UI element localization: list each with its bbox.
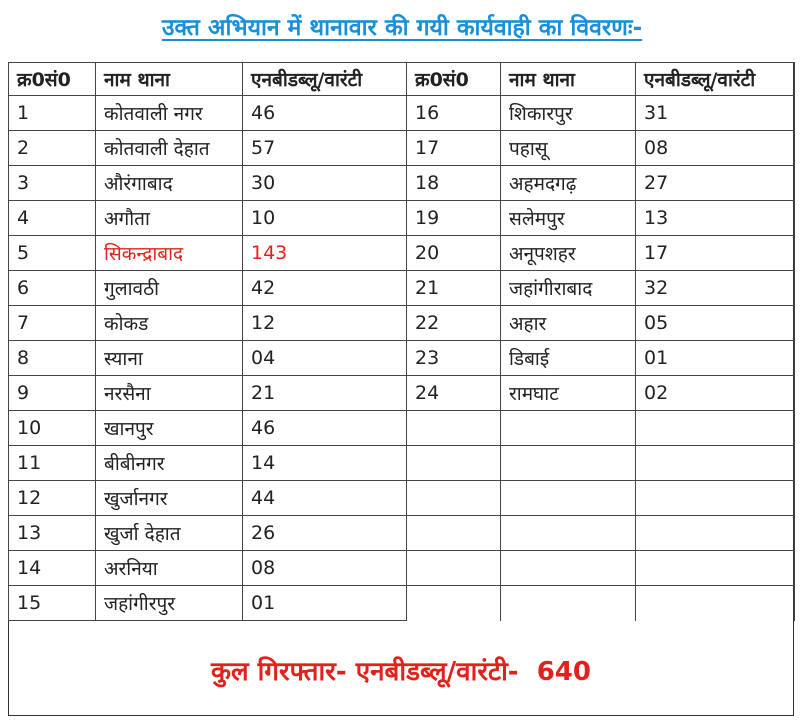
station-name-cell <box>501 551 636 586</box>
serial-cell: 8 <box>9 341 96 376</box>
warrant-count-cell <box>636 586 795 621</box>
station-name-cell: कोतवाली देहात <box>96 131 243 166</box>
warrant-count-cell <box>636 446 795 481</box>
serial-cell: 1 <box>9 96 96 131</box>
total-arrests <box>8 628 794 716</box>
station-name-cell: सिकन्द्राबाद <box>96 236 243 271</box>
warrant-count-cell <box>636 516 795 551</box>
station-name-cell <box>501 411 636 446</box>
serial-cell <box>407 411 501 446</box>
station-name-cell: बीबीनगर <box>96 446 243 481</box>
station-name-cell: खुर्जानगर <box>96 481 243 516</box>
station-name-cell <box>501 446 636 481</box>
serial-cell <box>407 481 501 516</box>
station-name-cell: जहांगीरपुर <box>96 586 243 621</box>
table-row <box>9 236 795 271</box>
serial-cell: 5 <box>9 236 96 271</box>
station-name-cell: खानपुर <box>96 411 243 446</box>
header-warrant-left: एनबीडब्लू/वारंटी <box>243 63 407 96</box>
serial-cell: 4 <box>9 201 96 236</box>
table-row <box>9 166 795 201</box>
station-name-cell: सलेमपुर <box>501 201 636 236</box>
station-name-cell: डिबाई <box>501 341 636 376</box>
warrant-count-cell: 57 <box>243 131 407 166</box>
warrant-count-cell: 31 <box>636 96 795 131</box>
table-row <box>9 481 795 516</box>
station-name-cell: औरंगाबाद <box>96 166 243 201</box>
warrant-count-cell: 01 <box>243 586 407 621</box>
serial-cell: 24 <box>407 376 501 411</box>
station-name-cell: नरसैना <box>96 376 243 411</box>
station-name-cell: अहार <box>501 306 636 341</box>
warrant-count-cell: 44 <box>243 481 407 516</box>
station-name-cell: अहमदगढ़ <box>501 166 636 201</box>
station-name-cell: पहासू <box>501 131 636 166</box>
warrant-count-cell: 02 <box>636 376 795 411</box>
page-title: उक्त अभियान में थानावार की गयी कार्यवाही का विवरणः- <box>161 15 643 41</box>
serial-cell: 15 <box>9 586 96 621</box>
warrant-count-cell: 17 <box>636 236 795 271</box>
table-row <box>9 271 795 306</box>
total-value: 640 <box>536 657 591 687</box>
warrant-count-cell: 30 <box>243 166 407 201</box>
table-row <box>9 551 795 586</box>
serial-cell: 9 <box>9 376 96 411</box>
warrant-count-cell: 26 <box>243 516 407 551</box>
station-name-cell <box>501 516 636 551</box>
serial-cell: 16 <box>407 96 501 131</box>
header-station-right: नाम थाना <box>501 63 636 96</box>
serial-cell: 17 <box>407 131 501 166</box>
warrant-count-cell: 05 <box>636 306 795 341</box>
warrant-count-cell: 42 <box>243 271 407 306</box>
station-name-cell: रामघाट <box>501 376 636 411</box>
serial-cell: 14 <box>9 551 96 586</box>
warrant-count-cell <box>636 551 795 586</box>
total-label: कुल गिरफ्तार- एनबीडब्लू/वारंटी- <box>211 657 519 687</box>
warrant-count-cell <box>636 481 795 516</box>
warrant-count-cell: 08 <box>636 131 795 166</box>
header-warrant-right: एनबीडब्लू/वारंटी <box>636 63 795 96</box>
header-serial-right: क्र0सं0 <box>407 63 501 96</box>
serial-cell: 23 <box>407 341 501 376</box>
serial-cell: 13 <box>9 516 96 551</box>
warrant-count-cell: 32 <box>636 271 795 306</box>
warrant-count-cell: 12 <box>243 306 407 341</box>
serial-cell <box>407 516 501 551</box>
warrant-count-cell: 10 <box>243 201 407 236</box>
warrant-count-cell: 143 <box>243 236 407 271</box>
table-header-row <box>9 63 795 96</box>
warrant-count-cell: 13 <box>636 201 795 236</box>
warrant-count-cell <box>636 411 795 446</box>
header-station-left: नाम थाना <box>96 63 243 96</box>
warrant-count-cell: 27 <box>636 166 795 201</box>
warrant-count-cell: 21 <box>243 376 407 411</box>
serial-cell: 3 <box>9 166 96 201</box>
table-row <box>9 586 795 621</box>
station-name-cell: जहांगीराबाद <box>501 271 636 306</box>
station-name-cell: खुर्जा देहात <box>96 516 243 551</box>
table-row <box>9 201 795 236</box>
station-name-cell: कोकड <box>96 306 243 341</box>
table-row <box>9 306 795 341</box>
station-name-cell: अरनिया <box>96 551 243 586</box>
serial-cell: 18 <box>407 166 501 201</box>
serial-cell <box>407 586 501 621</box>
station-name-cell <box>501 586 636 621</box>
serial-cell: 22 <box>407 306 501 341</box>
table-row <box>9 446 795 481</box>
table-row <box>9 411 795 446</box>
warrant-count-cell: 46 <box>243 96 407 131</box>
table-row <box>9 516 795 551</box>
serial-cell: 21 <box>407 271 501 306</box>
serial-cell: 20 <box>407 236 501 271</box>
serial-cell: 2 <box>9 131 96 166</box>
header-serial-left: क्र0सं0 <box>9 63 96 96</box>
serial-cell: 7 <box>9 306 96 341</box>
warrant-count-cell: 04 <box>243 341 407 376</box>
serial-cell: 19 <box>407 201 501 236</box>
serial-cell: 6 <box>9 271 96 306</box>
serial-cell: 11 <box>9 446 96 481</box>
station-name-cell: अगौता <box>96 201 243 236</box>
serial-cell <box>407 551 501 586</box>
police-station-table <box>8 62 795 621</box>
serial-cell <box>407 446 501 481</box>
table-row <box>9 96 795 131</box>
warrant-count-cell: 14 <box>243 446 407 481</box>
serial-cell: 10 <box>9 411 96 446</box>
warrant-count-cell: 01 <box>636 341 795 376</box>
station-name-cell: स्याना <box>96 341 243 376</box>
station-name-cell: कोतवाली नगर <box>96 96 243 131</box>
warrant-count-cell: 46 <box>243 411 407 446</box>
station-name-cell: शिकारपुर <box>501 96 636 131</box>
warrant-count-cell: 08 <box>243 551 407 586</box>
station-name-cell: अनूपशहर <box>501 236 636 271</box>
serial-cell: 12 <box>9 481 96 516</box>
table-row <box>9 341 795 376</box>
station-name-cell <box>501 481 636 516</box>
table-row <box>9 131 795 166</box>
table-row <box>9 376 795 411</box>
station-name-cell: गुलावठी <box>96 271 243 306</box>
